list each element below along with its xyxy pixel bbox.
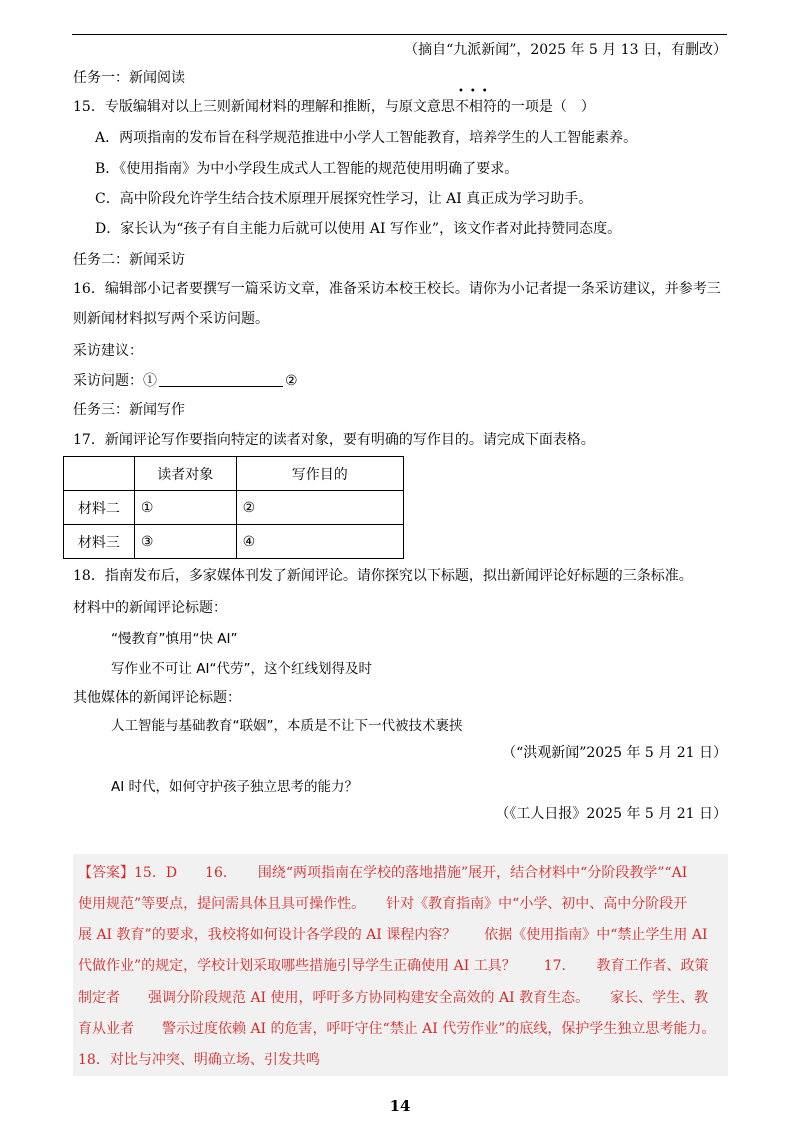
material-title-2: 写作业不可让 AI“代劳”，这个红线划得及时 xyxy=(111,661,372,677)
option-b: B．《使用指南》为中小学段生成式人工智能的规范使用明确了要求。 xyxy=(95,161,519,177)
other-media-title-2: AI 时代，如何守护孩子独立思考的能力？ xyxy=(111,779,359,795)
task-one-heading: 任务一：新闻阅读 xyxy=(73,70,185,86)
table-row xyxy=(64,491,404,525)
emphasis-dots-icon: ••• xyxy=(457,86,494,97)
table-cell: ④ xyxy=(236,525,403,559)
emphasis-dots-text xyxy=(454,86,497,117)
answer-line-6: 育从业者 警示过度依赖 AI 的危害，呼吁守住“禁止 AI 代劳作业”的底线，保护学生独立思考能力。 xyxy=(78,1021,716,1037)
task-three-heading: 任务三：新闻写作 xyxy=(73,402,185,418)
other-media-title-2-source: （《工人日报》2025 年 5 月 21 日） xyxy=(495,806,727,822)
answer-line-2: 使用规范”等要点，提问需具体且具可操作性。 针对《教育指南》中“小学、初中、高中分阶段开 xyxy=(78,896,688,912)
question-15 xyxy=(73,86,595,117)
table-cell: 材料三 xyxy=(64,525,135,559)
material-title-1: “慢教育”慎用“快 AI” xyxy=(111,631,238,647)
question-16-line-2: 则新闻材料拟写两个采访问题。 xyxy=(73,311,269,327)
source-citation: （摘自“九派新闻”，2025 年 5 月 13 日，有删改） xyxy=(404,42,727,58)
table-header-cell xyxy=(64,457,135,491)
answer-blank[interactable] xyxy=(159,371,283,387)
header-rule xyxy=(72,34,727,35)
material-titles-label: 材料中的新闻评论标题： xyxy=(73,600,227,616)
emphasis-text: 不相符 xyxy=(454,99,497,115)
interview-question-label: 采访问题：① xyxy=(73,373,157,389)
other-media-titles-label: 其他媒体的新闻评论标题： xyxy=(73,690,241,706)
table-header-cell: 读者对象 xyxy=(134,457,236,491)
table-cell: 材料二 xyxy=(64,491,135,525)
other-media-title-1: 人工智能与基础教育“联姻”，本质是不让下一代被技术裹挟 xyxy=(111,718,463,734)
question-15-text-after: 的一项是（ ） xyxy=(496,99,595,115)
page-number: 14 xyxy=(389,1097,411,1115)
option-d: D．家长认为“孩子有自主能力后就可以使用 AI 写作业”，该文作者对此持赞同态度。 xyxy=(95,221,622,237)
table-cell: ③ xyxy=(134,525,236,559)
answer-line-4: 代做作业”的规定，学校计划采取哪些措施引导学生正确使用 AI 工具？ 17． 教育工作者、政策 xyxy=(78,958,709,974)
other-media-title-1-source: （“洪观新闻”2025 年 5 月 21 日） xyxy=(502,745,727,761)
interview-question-2-label: ② xyxy=(285,373,298,389)
table-header-cell: 写作目的 xyxy=(236,457,403,491)
answer-line-3: 展 AI 教育”的要求，我校将如何设计各学段的 AI 课程内容？ 依据《使用指南》中“禁止学生用 AI xyxy=(78,927,708,943)
table-header-row xyxy=(64,457,404,491)
task-two-heading: 任务二：新闻采访 xyxy=(73,252,185,268)
interview-question-line xyxy=(73,371,298,391)
question-18: 18．指南发布后，多家媒体刊发了新闻评论。请你探究以下标题，拟出新闻评论好标题的三条标准。 xyxy=(73,568,693,584)
option-c: C．高中阶段允许学生结合技术原理开展探究性学习，让 AI 真正成为学习助手。 xyxy=(95,191,593,207)
table-cell: ② xyxy=(236,491,403,525)
answer-line-7: 18．对比与冲突、明确立场、引发共鸣 xyxy=(78,1052,320,1068)
option-a: A．两项指南的发布旨在科学规范推进中小学人工智能教育，培养学生的人工智能素养。 xyxy=(95,130,638,146)
question-16-line-1: 16．编辑部小记者要撰写一篇采访文章，准备采访本校王校长。请你为小记者提一条采访建议，并参考三 xyxy=(73,281,721,297)
reader-purpose-table xyxy=(63,456,404,559)
table-row xyxy=(64,525,404,559)
answer-line-1: 【答案】15．D 16． 围绕“两项指南在学校的落地措施”展开，结合材料中“分阶段教学”“AI xyxy=(78,865,688,881)
interview-suggestion-label: 采访建议： xyxy=(73,343,143,359)
question-17: 17．新闻评论写作要指向特定的读者对象，要有明确的写作目的。请完成下面表格。 xyxy=(73,432,595,448)
table-cell: ① xyxy=(134,491,236,525)
question-15-text-before: 15．专版编辑对以上三则新闻材料的理解和推断，与原文意思 xyxy=(73,99,455,115)
answer-line-5: 制定者 强调分阶段规范 AI 使用，呼吁多方协同构建安全高效的 AI 教育生态。 家长、学生、教 xyxy=(78,990,709,1006)
